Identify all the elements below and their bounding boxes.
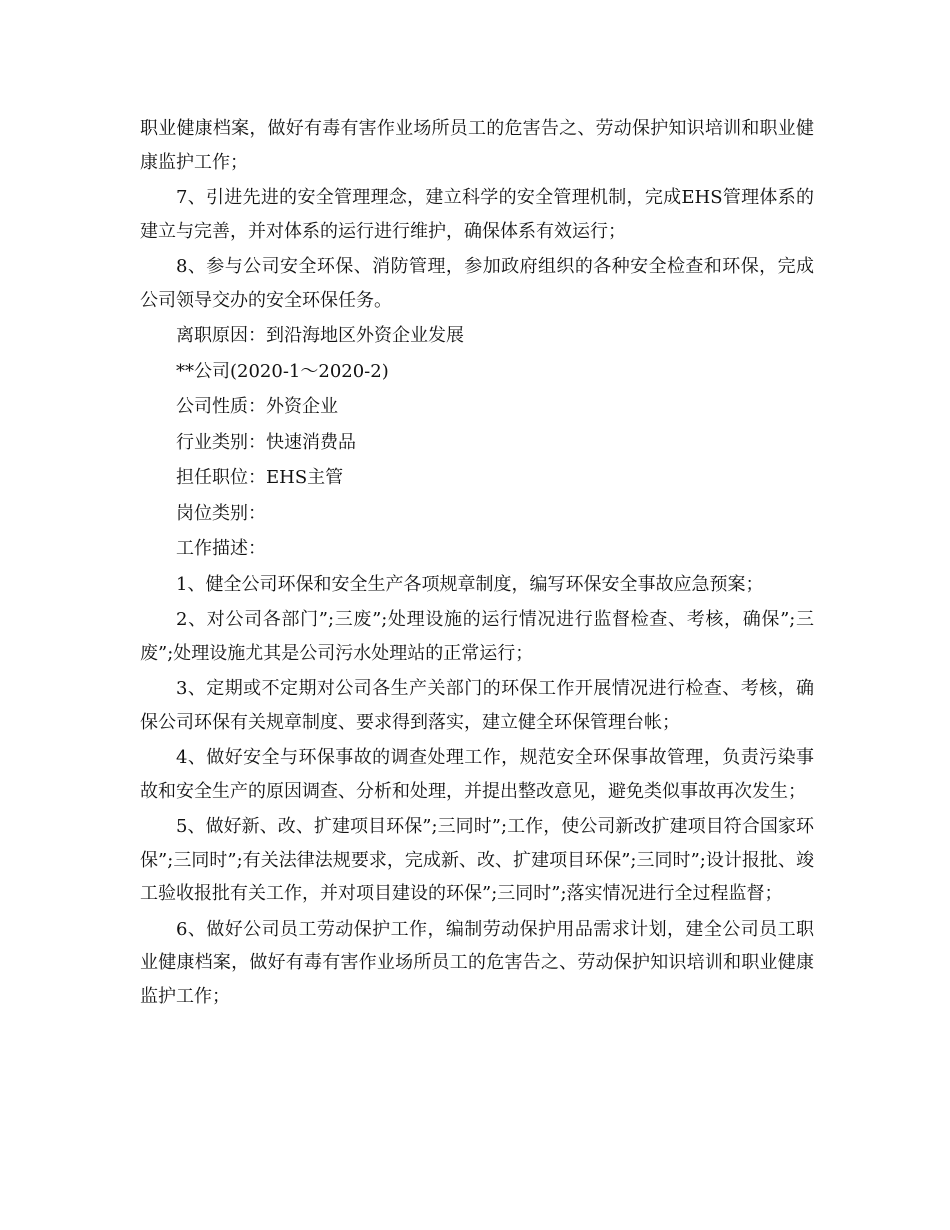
paragraph-continuation: 职业健康档案，做好有毒有害作业场所员工的危害告之、劳动保护知识培训和职业健康监护工作；	[140, 118, 814, 173]
duty-item-4: 4、做好安全与环保事故的调查处理工作，规范安全环保事故管理，负责污染事故和安全生产的原因调查、分析和处理，并提出整改意见，避免类似事故再次发生；	[140, 747, 814, 802]
job-description-heading: 工作描述：	[176, 538, 266, 559]
duty-item-3: 3、定期或不定期对公司各生产关部门的环保工作开展情况进行检查、考核，确保公司环保有关规章制度、要求得到落实，建立健全环保管理台帐；	[140, 678, 814, 733]
duty-item-5: 5、做好新、改、扩建项目环保”;三同时”;工作，使公司新改扩建项目符合国家环保”;三同时”;有关法律法规要求，完成新、改、扩建项目环保”;三同时”;设计报批、竣工验收报批有关工作，并对项目建设的环保”;三同时”;落实情况进行全过程监督；	[140, 816, 814, 904]
duty-item-6: 6、做好公司员工劳动保护工作，编制劳动保护用品需求计划，建全公司员工职业健康档案，做好有毒有害作业场所员工的危害告之、劳动保护知识培训和职业健康监护工作；	[140, 918, 814, 1007]
leave-reason: 离职原因：到沿海地区外资企业发展	[176, 325, 464, 346]
duty-item-2: 2、对公司各部门”;三废”;处理设施的运行情况进行监督检查、考核，确保”;三废”;处理设施尤其是公司污水处理站的正常运行；	[140, 609, 814, 664]
industry-category: 行业类别：快速消费品	[176, 431, 356, 453]
position-held: 担任职位：EHS主管	[176, 467, 344, 488]
position-category: 岗位类别：	[176, 502, 266, 524]
company-period: **公司(2020-1～2020-2)	[176, 360, 389, 382]
company-nature: 公司性质：外资企业	[176, 396, 338, 417]
paragraph-item-7: 7、引进先进的安全管理理念，建立科学的安全管理机制，完成EHS管理体系的建立与完善，并对体系的运行进行维护，确保体系有效运行；	[140, 187, 814, 242]
duty-item-1: 1、健全公司环保和安全生产各项规章制度，编写环保安全事故应急预案；	[176, 573, 764, 595]
paragraph-item-8: 8、参与公司安全环保、消防管理，参加政府组织的各种安全检查和环保，完成公司领导交办的安全环保任务。	[140, 256, 814, 311]
